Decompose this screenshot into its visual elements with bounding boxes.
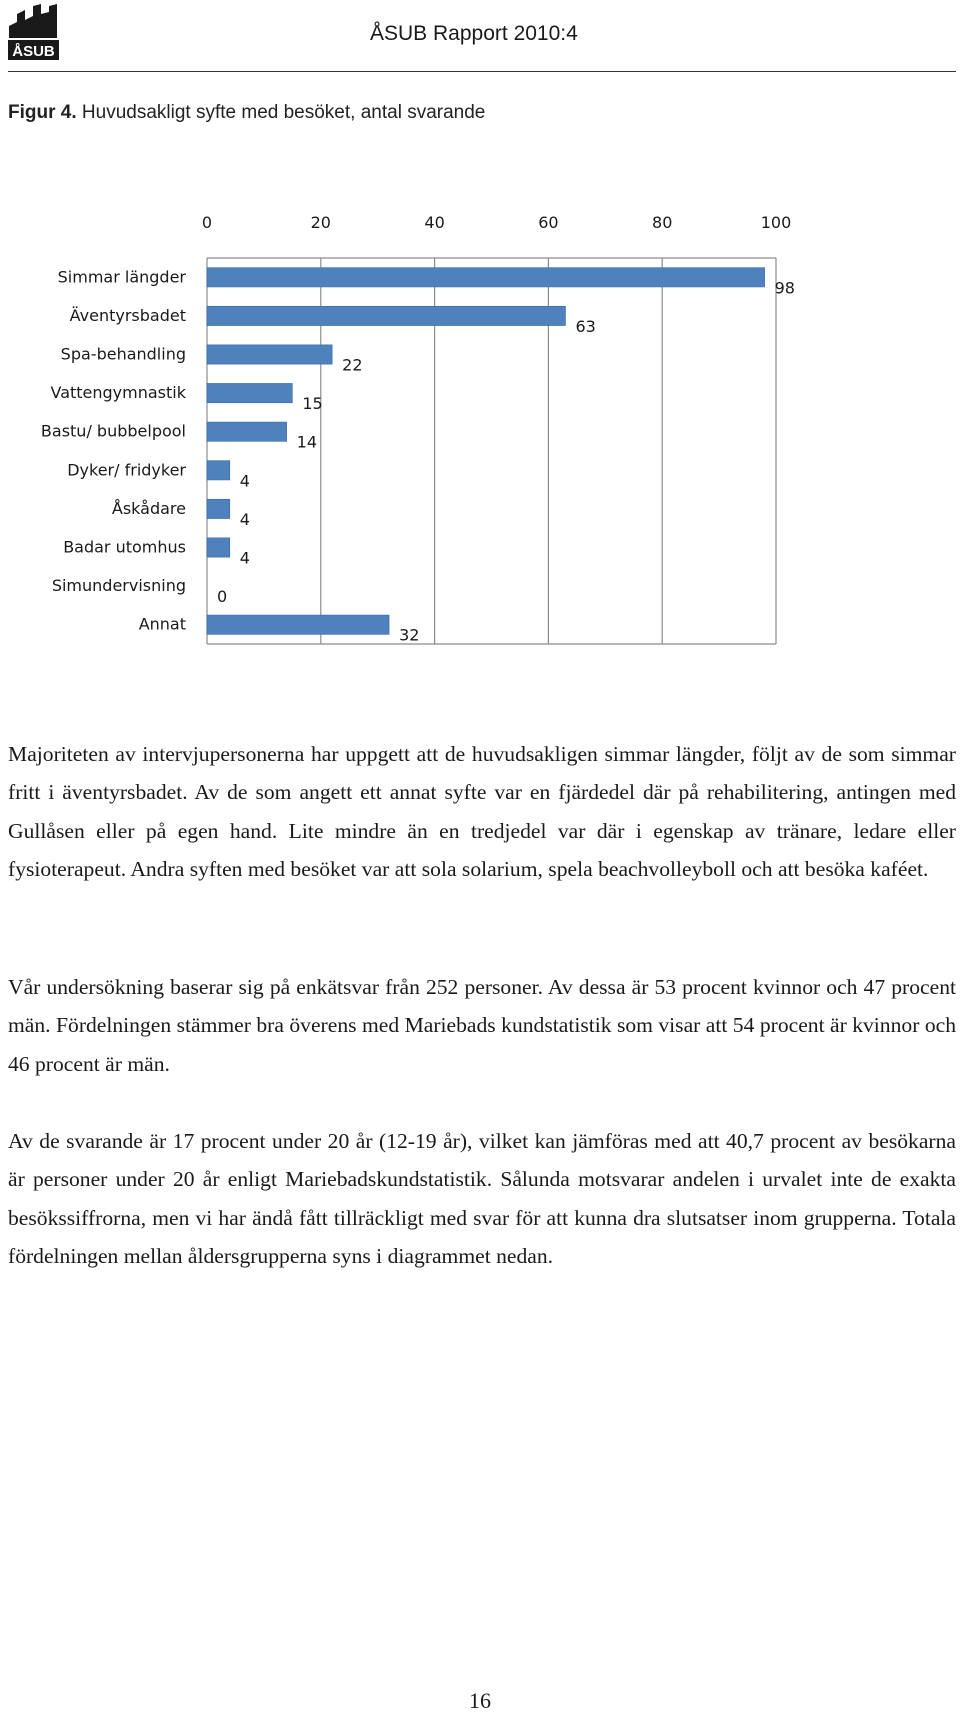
data-label: 22 bbox=[342, 355, 363, 375]
category-label: Åskådare bbox=[111, 498, 186, 518]
bar-chart bbox=[0, 200, 960, 660]
data-label: 14 bbox=[296, 432, 318, 452]
header-divider bbox=[8, 71, 956, 72]
bar bbox=[207, 461, 230, 480]
report-title: ÅSUB Rapport 2010:4 bbox=[370, 22, 578, 45]
x-tick-label: 80 bbox=[652, 213, 673, 232]
x-tick-label: 20 bbox=[310, 213, 331, 232]
figure-caption bbox=[8, 102, 485, 124]
category-label: Bastu/ bubbelpool bbox=[40, 421, 186, 441]
data-label: 98 bbox=[774, 278, 795, 298]
bar bbox=[207, 268, 765, 287]
body-paragraph-3: Av de svarande är 17 procent under 20 år (12-19 år), vilket kan jämföras med att 40,7 procent av besökarna är personer under 20 år enligt Mariebadskundstatistik. Sålunda motsvarar andelen i urvalet inte de exakta besökssiffrorna, men vi har ändå fått tillräckligt med svar för att kunna dra slutsatser inom grupperna. Totala fördelningen mellan åldersgrupperna syns i diagrammet nedan. bbox=[8, 1128, 956, 1269]
asub-logo-icon bbox=[5, 4, 63, 62]
category-label: Äventyrsbadet bbox=[69, 305, 186, 325]
logo-text: ÅSUB bbox=[12, 43, 55, 60]
data-label: 15 bbox=[302, 394, 323, 414]
bar bbox=[207, 383, 292, 402]
bar bbox=[207, 499, 230, 518]
bar bbox=[207, 538, 230, 557]
figure-title: Huvudsakligt syfte med besöket, antal svarande bbox=[81, 102, 486, 123]
figure-label: Figur 4. bbox=[8, 102, 77, 123]
category-label: Annat bbox=[138, 614, 186, 634]
category-label: Dyker/ fridyker bbox=[67, 460, 186, 480]
category-label: Vattengymnastik bbox=[50, 383, 186, 403]
x-tick-label: 60 bbox=[538, 213, 559, 232]
data-label: 0 bbox=[217, 587, 228, 607]
data-label: 4 bbox=[239, 548, 250, 568]
category-label: Badar utomhus bbox=[63, 537, 186, 557]
data-label: 4 bbox=[239, 509, 250, 529]
data-label: 63 bbox=[575, 316, 596, 336]
category-label: Spa-behandling bbox=[60, 344, 186, 364]
x-tick-label: 0 bbox=[201, 213, 213, 232]
bar bbox=[207, 306, 565, 325]
bar-chart-svg bbox=[0, 200, 960, 660]
data-label: 4 bbox=[239, 471, 250, 491]
page-header bbox=[0, 0, 960, 76]
bar bbox=[207, 345, 332, 364]
x-tick-label: 40 bbox=[424, 213, 445, 232]
x-tick-label: 100 bbox=[760, 213, 792, 232]
page-number: 16 bbox=[469, 1688, 491, 1713]
bar bbox=[207, 422, 287, 441]
body-paragraph-1: Majoriteten av intervjupersonerna har uppgett att de huvudsakligen simmar längder, följt av de som simmar fritt i äventyrsbadet. Av de som angett ett annat syfte var en fjärdedel där på rehabilitering, antingen med Gullåsen eller på egen hand. Lite mindre än en tredjedel var där i egenskap av tränare, ledare eller fysioterapeut. Andra syften med besöket var att sola solarium, spela beachvolleyboll och att besöka kaféet. bbox=[8, 741, 956, 882]
body-paragraph-2: Vår undersökning baserar sig på enkätsvar från 252 personer. Av dessa är 53 procent kvinnor och 47 procent män. Fördelningen stämmer bra överens med Mariebads kundstatistik som visar att 54 procent är kvinnor och 46 procent är män. bbox=[8, 974, 956, 1076]
bar bbox=[207, 615, 389, 634]
data-label: 32 bbox=[399, 625, 420, 645]
category-label: Simmar längder bbox=[57, 267, 186, 287]
category-label: Simundervisning bbox=[51, 576, 186, 596]
